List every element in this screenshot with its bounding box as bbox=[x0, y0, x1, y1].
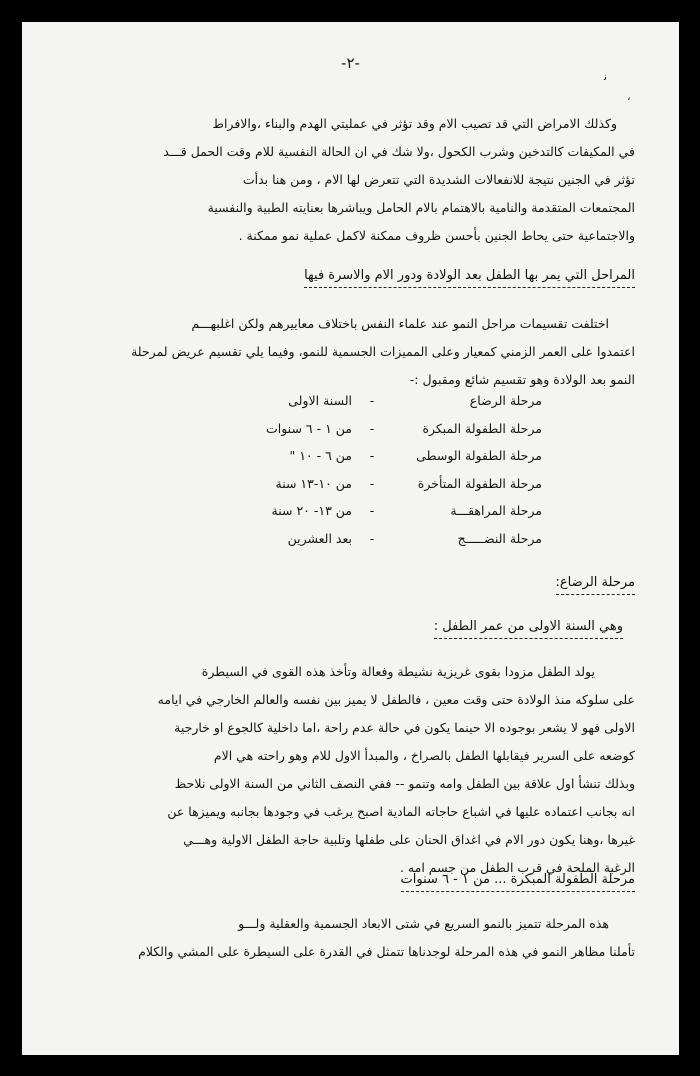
stage-row bbox=[232, 442, 542, 470]
stage-row bbox=[232, 497, 542, 525]
stage-age: من ٦ - ١٠ " bbox=[289, 448, 352, 464]
document-page bbox=[22, 22, 679, 1055]
stage-name: مرحلة الطفولة المتأخرة bbox=[417, 475, 542, 491]
margin-mark: ، bbox=[627, 90, 631, 103]
stage-dash: - bbox=[369, 448, 375, 464]
stage-dash: - bbox=[369, 420, 375, 436]
heading-growth-stages: المراحل التي يمر بها الطفل بعد الولادة ودور الام والاسرة فيها bbox=[304, 268, 635, 283]
page-number: -٢- bbox=[341, 54, 360, 72]
text-line: انه بجانب اعتماده عليها في اشباع حاجاته المادية اصبح يرغب في وجودها بجانبه ويميزها عن bbox=[167, 804, 635, 819]
stage-age: السنة الاولى bbox=[288, 393, 352, 409]
stage-age: من ١٠-١٣ سنة bbox=[275, 475, 352, 491]
text-line: الاولى فهو لا يشعر بوجوده الا حينما يكون في حالة عدم راحة ،اما داخلية كالجوع او خارجية bbox=[174, 720, 635, 735]
text-line: اعتمدوا على العمر الزمني كمعيار وعلى المميزات الجسمية للنمو، وفيما يلي تقسيم عريض لمرحلة bbox=[131, 344, 635, 359]
stage-dash: - bbox=[369, 530, 375, 546]
stage-name: مرحلة النضـــــج bbox=[457, 530, 542, 546]
stage-row bbox=[232, 415, 542, 443]
stage-name: مرحلة الطفولة المبكرة bbox=[422, 420, 542, 436]
stage-dash: - bbox=[369, 475, 375, 491]
heading-first-year: وهي السنة الاولى من عمر الطفل : bbox=[434, 619, 623, 634]
stage-dash: - bbox=[369, 393, 375, 409]
stage-name: مرحلة الرضاع bbox=[469, 393, 542, 409]
text-line: هذه المرحلة تتميز بالنمو السريع في شتى الابعاد الجسمية والعقلية ولـــو bbox=[238, 916, 609, 931]
stage-age: من ١٣- ٢٠ سنة bbox=[271, 503, 352, 519]
text-line: والاجتماعية حتى يحاط الجنين بأحسن ظروف ممكنة لاكمل عملية نمو ممكنة . bbox=[238, 228, 635, 243]
text-line: اختلفت تقسيمات مراحل النمو عند علماء النفس باختلاف معاييرهم ولكن اغلبهـــم bbox=[191, 316, 609, 331]
stage-age: بعد العشرين bbox=[287, 530, 352, 546]
text-line: وكذلك الامراض التي قد تصيب الام وقد تؤثر في عمليتي الهدم والبناء ،والافراط bbox=[212, 116, 617, 131]
stage-dash: - bbox=[369, 503, 375, 519]
paragraph-infancy bbox=[90, 658, 635, 882]
stage-row bbox=[232, 470, 542, 498]
text-line: المجتمعات المتقدمة والنامية بالاهتمام بالام الحامل ويباشرها بعنايته الطبية والنفسية bbox=[207, 200, 635, 215]
stage-name: مرحلة الطفولة الوسطى bbox=[416, 448, 542, 464]
text-line: على سلوكه منذ الولادة حتى وقت معين ، فالطفل لا يميز بين نفسه والعالم الخارجي في ايامه bbox=[157, 692, 635, 707]
paragraph-early-childhood bbox=[90, 910, 635, 966]
stage-name: مرحلة المراهقـــة bbox=[450, 503, 542, 519]
text-line: كوضعه على السرير فيقابلها الطفل بالصراخ ، والمبدأ الاول للام وهو راحته هي الام bbox=[213, 748, 635, 763]
paragraph-stage-classification bbox=[90, 310, 635, 394]
text-line: وبذلك تنشأ اول علاقة بين الطفل وامه وتنمو -- ففي النصف الثاني من السنة الاولى نلاحظ bbox=[174, 776, 635, 791]
text-line: في المكيفات كالتدخين وشرب الكحول ،ولا شك في ان الحالة النفسية للام وقت الحمل قـــد bbox=[163, 144, 635, 159]
stages-list bbox=[232, 387, 542, 552]
stage-row bbox=[232, 387, 542, 415]
paragraph-prenatal bbox=[90, 110, 635, 250]
text-line: يولد الطفل مزودا بقوى غريزية نشيطة وفعالة وتأخذ هذه القوى في السيطرة bbox=[201, 664, 595, 679]
text-line: الرغبة الملحة في قرب الطفل من جسم امه . bbox=[399, 860, 635, 875]
text-line: النمو بعد الولادة وهو تقسيم شائع ومقبول :- bbox=[409, 372, 635, 387]
heading-early-childhood: مرحلة الطفولة المبكرة ... من ١ - ٦ سنوات bbox=[401, 872, 635, 887]
stage-age: من ١ - ٦ سنوات bbox=[265, 420, 352, 436]
text-line: تأملنا مظاهر النمو في هذه المرحلة لوجدناها تتمثل في القدرة على السيطرة على المشي والكلام bbox=[138, 944, 635, 959]
margin-mark: ﻧ bbox=[604, 70, 608, 83]
text-line: تؤثر في الجنين نتيجة للانفعالات الشديدة التي تتعرض لها الام ، ومن هنا بدأت bbox=[242, 172, 635, 187]
heading-infancy: مرحلة الرضاع: bbox=[556, 575, 635, 590]
text-line: غيرها ،وهنا يكون دور الام في اغداق الحنان على طفلها وتلبية حاجة الطفل الاولية وهـــي bbox=[183, 832, 635, 847]
stage-row bbox=[232, 525, 542, 553]
